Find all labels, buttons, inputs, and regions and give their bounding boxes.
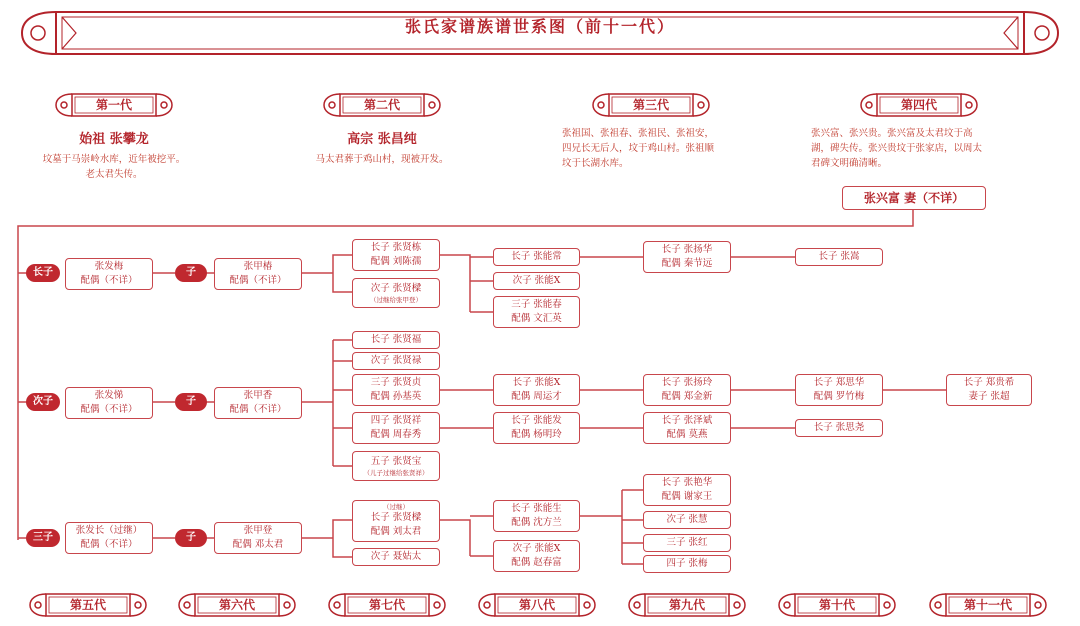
- badge-third-son: 三子: [26, 529, 60, 547]
- person-name: 长子 张能X: [512, 377, 561, 388]
- gen11-person-gui-xi: [946, 374, 1032, 406]
- gen7-person-xian-xiang: [352, 412, 440, 444]
- gen9-person-yan-hua: [643, 474, 731, 506]
- gen7-person-xian-lu: [352, 352, 440, 370]
- person-spouse: 配偶 莫燕: [666, 429, 708, 440]
- person-name: 五子 张贤宝: [370, 456, 422, 467]
- gen8-person-neng-fa: [493, 412, 580, 444]
- generation-label: 第二代: [363, 98, 400, 112]
- person-name: 长子 张泽斌: [661, 415, 713, 426]
- person-name: 四子 张梅: [666, 558, 708, 569]
- badge-son: 子: [175, 529, 207, 547]
- person-spouse: 配偶 刘太君: [370, 526, 422, 537]
- gen4-description: [811, 126, 1041, 171]
- generation-tag-5: [28, 592, 148, 618]
- gen7-person-nie-gutai: [352, 548, 440, 566]
- badge-eldest-son: 长子: [26, 264, 60, 282]
- person-spouse: 配偶 赵春富: [511, 557, 562, 568]
- gen9-person-mei: [643, 555, 731, 573]
- desc-line: 四兄长无后人，坟于鸡山村。张祖顺: [562, 143, 715, 154]
- generation-tag-11: [928, 592, 1048, 618]
- generation-tag-6: [177, 592, 297, 618]
- gen8-person-neng-chang: [493, 248, 580, 266]
- person-name: 长子 张贤栋: [370, 242, 422, 253]
- gen8-person-neng-chun: [493, 296, 580, 328]
- badge-son: 子: [175, 393, 207, 411]
- person-spouse: 配偶 刘陈孺: [370, 256, 422, 267]
- generation-tag-4: [859, 92, 979, 118]
- person-spouse: 配偶（不详）: [80, 404, 138, 415]
- gen7-person-xian-dong: [352, 239, 440, 271]
- gen8-person-neng-sheng: [493, 500, 580, 532]
- person-spouse: 配偶 邓太君: [232, 539, 284, 550]
- person-name: 长子 郑贵希: [963, 377, 1015, 388]
- person-spouse: 配偶（不详）: [229, 404, 287, 415]
- person-name: 次子 张能X: [512, 275, 561, 286]
- gen7-person-xian-liang: [352, 278, 440, 308]
- gen7-person-xian-liang-adopted: [352, 500, 440, 542]
- person-name: 长子 张扬玲: [661, 377, 713, 388]
- person-name: 长子 张能生: [511, 503, 562, 514]
- person-name: 次子 张慧: [666, 514, 708, 525]
- person-name: 长子 张思尧: [813, 422, 865, 433]
- gen9-person-yang-ling: [643, 374, 731, 406]
- person-name: 长子 郑思华: [813, 377, 865, 388]
- generation-tag-3: [591, 92, 711, 118]
- generation-tag-7: [327, 592, 447, 618]
- person-spouse: 配偶 郑金新: [661, 391, 713, 402]
- person-name: 张发梅: [94, 261, 124, 272]
- person-spouse: 配偶 沈方兰: [511, 517, 562, 528]
- person-name: 张甲香: [243, 390, 273, 401]
- gen4-spouse-box: 张兴富 妻（不详）: [842, 186, 986, 210]
- generation-label: 第五代: [69, 598, 106, 612]
- gen1-ancestor: 始祖 张攀龙: [79, 132, 149, 147]
- person-name: 张甲椿: [243, 261, 273, 272]
- generation-tag-1: [54, 92, 174, 118]
- person-note: （过继给张甲登）: [370, 296, 422, 304]
- generation-label: 第七代: [368, 598, 405, 612]
- generation-label: 第一代: [95, 98, 132, 112]
- gen5-person-fa-mei: [65, 258, 153, 290]
- person-name: 三子 张红: [666, 537, 708, 548]
- desc-line: 坟于长湖水库。: [562, 158, 629, 169]
- gen10-person-si-hua: [795, 374, 883, 406]
- gen8-person-neng-x-b: [493, 374, 580, 406]
- gen5-person-fa-chang: [65, 522, 153, 554]
- desc-line: 坟墓于马崇岭水库，近年被挖平。: [42, 154, 186, 165]
- desc-line: 张兴富、张兴贵。张兴富及太君坟于高: [811, 128, 973, 139]
- gen3-description: [562, 126, 762, 171]
- gen7-person-xian-zhen: [352, 374, 440, 406]
- person-spouse: 配偶 杨明玲: [511, 429, 562, 440]
- gen1-description: [14, 152, 214, 182]
- desc-line: 马太君葬于鸡山村，现被开发。: [315, 154, 449, 165]
- generation-label: 第十一代: [963, 598, 1012, 612]
- generation-label: 第三代: [632, 98, 669, 112]
- person-name: 长子 张贤福: [370, 334, 422, 345]
- person-name: 长子 张贤樑: [370, 512, 422, 523]
- gen9-person-ze-bin: [643, 412, 731, 444]
- person-name: 次子 张能X: [512, 543, 561, 554]
- person-name: 四子 张贤祥: [370, 415, 422, 426]
- gen10-person-si-yao: [795, 419, 883, 437]
- generation-tag-8: [477, 592, 597, 618]
- person-name: 张甲登: [243, 525, 273, 536]
- person-name: 长子 张能常: [511, 251, 562, 262]
- person-spouse: 配偶 孙基英: [370, 391, 422, 402]
- generation-tag-9: [627, 592, 747, 618]
- gen2-description: [282, 152, 482, 167]
- gen7-person-xian-bao: [352, 451, 440, 481]
- gen9-person-yang-hua: [643, 241, 731, 273]
- badge-second-son: 次子: [26, 393, 60, 411]
- person-note: （过继）: [383, 503, 409, 511]
- generation-label: 第四代: [900, 98, 937, 112]
- person-spouse: 配偶 秦节远: [661, 258, 713, 269]
- person-name: 张发悌: [94, 390, 124, 401]
- gen6-person-jia-deng: [214, 522, 302, 554]
- generation-label: 第八代: [518, 598, 555, 612]
- person-spouse: 配偶 罗竹梅: [813, 391, 865, 402]
- gen8-person-neng-x-c: [493, 540, 580, 572]
- person-spouse: 配偶 文汇英: [511, 313, 562, 324]
- person-spouse: 配偶（不详）: [229, 275, 287, 286]
- generation-label: 第十代: [818, 598, 855, 612]
- desc-line: 湖，碑失传。张兴贵坟于张家店，以周太: [811, 143, 983, 154]
- generation-tag-2: [322, 92, 442, 118]
- person-name: 次子 张贤樑: [370, 283, 422, 294]
- gen5-person-fa-ti: [65, 387, 153, 419]
- person-note: （儿子过继给张贤祥）: [363, 469, 429, 477]
- person-spouse: 配偶（不详）: [80, 539, 138, 550]
- person-spouse: 配偶 周春秀: [370, 429, 422, 440]
- person-name: 次子 聂姑太: [370, 551, 422, 562]
- person-spouse: 配偶（不详）: [80, 275, 138, 286]
- person-spouse: 妻子 张超: [968, 391, 1010, 402]
- gen9-person-hui: [643, 511, 731, 529]
- generation-label: 第九代: [668, 598, 705, 612]
- person-name: 次子 张贤禄: [370, 355, 422, 366]
- gen9-person-hong: [643, 534, 731, 552]
- gen7-person-xian-fu: [352, 331, 440, 349]
- person-spouse: 配偶 谢家王: [661, 491, 713, 502]
- person-name: 张发长（过继）: [75, 525, 143, 536]
- person-name: 三子 张能春: [511, 299, 562, 310]
- person-name: 长子 张能发: [511, 415, 562, 426]
- badge-son: 子: [175, 264, 207, 282]
- gen2-ancestor: 高宗 张昌纯: [347, 132, 417, 147]
- page-title: 张氏家谱族谱世系图（前十一代）: [404, 17, 675, 36]
- generation-label: 第六代: [218, 598, 255, 612]
- desc-line: 君碑文明确清晰。: [811, 158, 888, 169]
- gen6-person-jia-chun: [214, 258, 302, 290]
- person-name: 长子 张艳华: [661, 477, 713, 488]
- generation-tag-10: [777, 592, 897, 618]
- gen10-person-song: [795, 248, 883, 266]
- desc-line: 张祖国、张祖春、张祖民、张祖安，: [562, 128, 715, 139]
- person-spouse: 配偶 周运才: [511, 391, 562, 402]
- person-name: 长子 张扬华: [661, 244, 713, 255]
- gen8-person-neng-x: [493, 272, 580, 290]
- person-name: 三子 张贤贞: [370, 377, 422, 388]
- gen6-person-jia-xiang: [214, 387, 302, 419]
- desc-line: 老太君失传。: [85, 169, 143, 180]
- person-name: 长子 张嵩: [818, 251, 860, 262]
